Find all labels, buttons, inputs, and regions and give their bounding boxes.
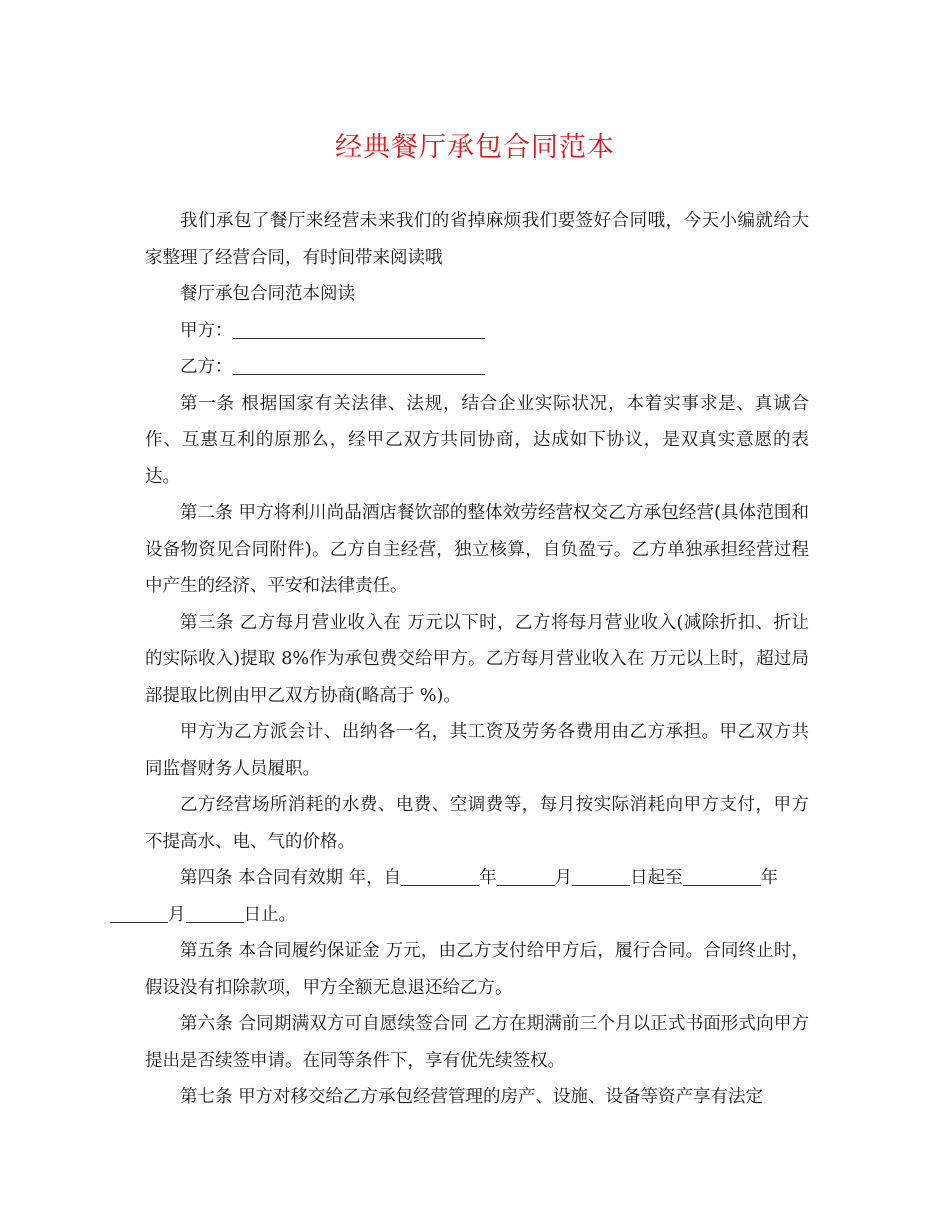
article-3: 第三条 乙方每月营业收入在 万元以下时，乙方将每月营业收入(减除折扣、折让的实际收入)提取 8%作为承包费交给甲方。乙方每月营业收入在 万元以上时，超过局部提取比例由甲乙双方协商(略高于 %)。 xyxy=(145,612,809,706)
article-4-prefix: 第四条 本合同有效期 年，自 xyxy=(180,868,402,888)
end-month-label: 月 xyxy=(168,904,186,925)
end-year-label: 年 xyxy=(760,868,779,888)
party-a-blank xyxy=(233,320,485,339)
end-day-label: 日止。 xyxy=(243,904,296,925)
accounting-paragraph: 甲方为乙方派会计、出纳各一名，其工资及劳务各费用由乙方承担。甲乙双方共同监督财务人员履职。 xyxy=(145,722,809,779)
article-2: 第二条 甲方将利川尚品酒店餐饮部的整体效劳经营权交乙方承包经营(具体范围和设备物资见合同附件)。乙方自主经营，独立核算，自负盈亏。乙方单独承担经营过程中产生的经济、平安和法律责任。 xyxy=(145,503,809,596)
start-year-blank xyxy=(401,868,479,887)
article-7: 第七条 甲方对移交给乙方承包经营管理的房产、设施、设备等资产享有法定 xyxy=(180,1087,764,1107)
start-day-blank xyxy=(572,868,630,887)
document-body xyxy=(145,203,809,1116)
start-month-blank xyxy=(497,868,555,887)
article-6: 第六条 合同期满双方可自愿续签合同 乙方在期满前三个月以正式书面形式向甲方提出是否续签申请。在同等条件下，享有优先续签权。 xyxy=(145,1014,809,1071)
subtitle-line: 餐厅承包合同范本阅读 xyxy=(180,284,355,304)
end-year-blank xyxy=(683,868,761,887)
start-day-label: 日起至 xyxy=(630,868,683,888)
start-year-label: 年 xyxy=(479,868,497,888)
end-day-blank xyxy=(186,904,244,923)
article-4 xyxy=(145,860,809,933)
utilities-paragraph: 乙方经营场所消耗的水费、电费、空调费等，每月按实际消耗向甲方支付，甲方不提高水、电、气的价格。 xyxy=(145,795,809,852)
document-title: 经典餐厅承包合同范本 xyxy=(335,132,615,163)
party-b-line xyxy=(145,349,809,386)
intro-paragraph: 我们承包了餐厅来经营未来我们的省掉麻烦我们要签好合同哦，今天小编就给大家整理了经营合同，有时间带来阅读哦 xyxy=(145,211,809,268)
party-b-blank xyxy=(233,357,485,376)
party-a-label: 甲方： xyxy=(180,320,233,341)
article-5: 第五条 本合同履约保证金 万元，由乙方支付给甲方后，履行合同。合同终止时，假设没有扣除款项，甲方全额无息退还给乙方。 xyxy=(145,941,809,998)
article-1: 第一条 根据国家有关法律、法规，结合企业实际状况，本着实事求是、真诚合作、互惠互利的原那么，经甲乙双方共同协商，达成如下协议，是双真实意愿的表达。 xyxy=(145,393,809,487)
end-month-blank xyxy=(110,904,168,923)
party-b-label: 乙方： xyxy=(180,357,233,377)
party-a-line xyxy=(145,313,809,350)
start-month-label: 月 xyxy=(554,868,573,888)
